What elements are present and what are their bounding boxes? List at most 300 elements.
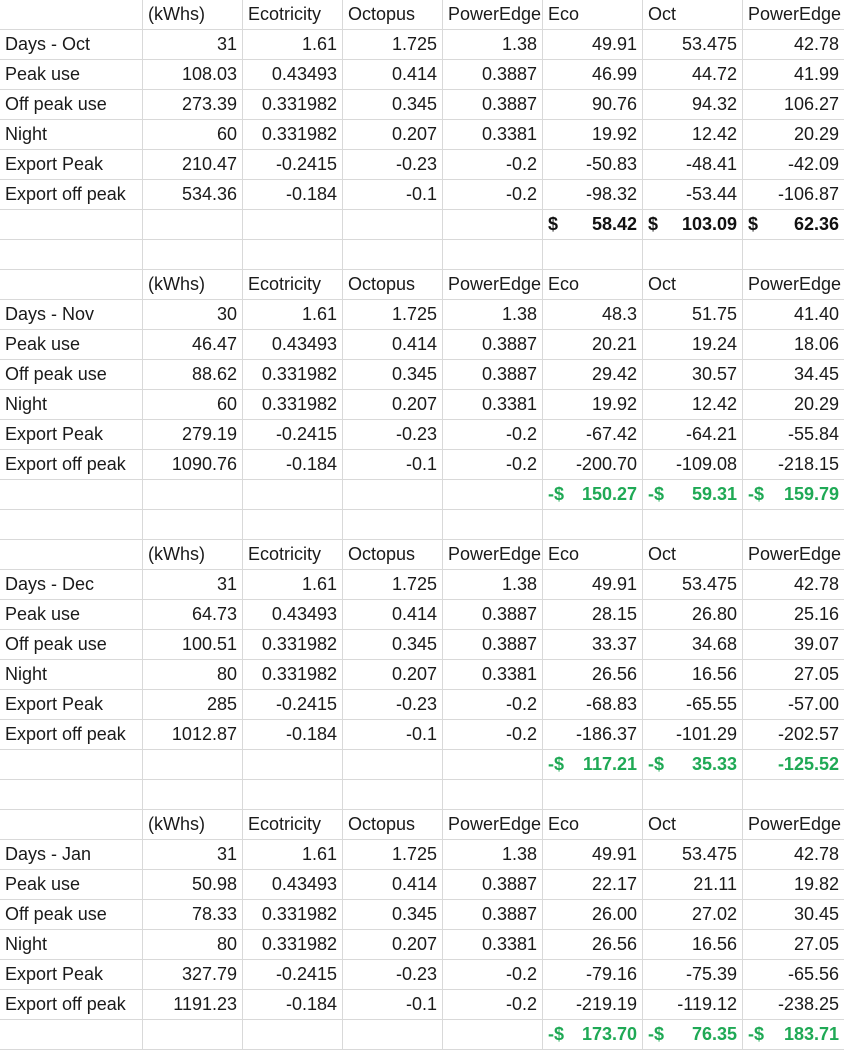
value-cell[interactable]: 0.3887 — [443, 330, 543, 359]
value-cell[interactable]: 94.32 — [643, 90, 743, 119]
value-cell[interactable]: 0.3887 — [443, 630, 543, 659]
value-cell[interactable]: -67.42 — [543, 420, 643, 449]
value-cell[interactable]: -0.1 — [343, 990, 443, 1019]
value-cell[interactable]: 26.00 — [543, 900, 643, 929]
empty-cell[interactable] — [443, 510, 543, 539]
column-header-cell[interactable]: Oct — [643, 810, 743, 839]
value-cell[interactable]: 29.42 — [543, 360, 643, 389]
value-cell[interactable]: 28.15 — [543, 600, 643, 629]
total-pe-cell[interactable] — [743, 480, 844, 509]
column-header-cell[interactable]: (kWhs) — [143, 540, 243, 569]
value-cell[interactable]: 0.43493 — [243, 60, 343, 89]
column-header-cell[interactable]: Octopus — [343, 0, 443, 29]
total-value: 173.70 — [581, 1024, 637, 1044]
value-cell[interactable]: -119.12 — [643, 990, 743, 1019]
value-cell[interactable]: 0.207 — [343, 930, 443, 959]
row-label-cell[interactable]: Export off peak — [0, 450, 143, 479]
value-cell[interactable]: -0.1 — [343, 450, 443, 479]
value-cell[interactable]: -0.23 — [343, 150, 443, 179]
value-cell[interactable]: 1090.76 — [143, 450, 243, 479]
empty-cell[interactable] — [343, 780, 443, 809]
column-header-cell[interactable]: PowerEdge — [443, 810, 543, 839]
value-cell[interactable]: 26.56 — [543, 660, 643, 689]
value-cell[interactable]: -64.21 — [643, 420, 743, 449]
value-cell[interactable]: 0.3887 — [443, 600, 543, 629]
value-cell[interactable]: -0.2 — [443, 180, 543, 209]
row-label-cell[interactable]: Night — [0, 660, 143, 689]
total-value: 76.35 — [691, 1024, 737, 1044]
empty-cell[interactable] — [143, 750, 243, 779]
value-cell[interactable]: -0.1 — [343, 180, 443, 209]
value-cell[interactable]: 34.45 — [793, 364, 839, 384]
row-label-cell[interactable]: Days - Oct — [0, 30, 143, 59]
row-label-cell[interactable]: Export off peak — [0, 720, 143, 749]
value-cell[interactable]: -42.09 — [787, 154, 839, 174]
empty-cell[interactable] — [443, 210, 543, 239]
value-cell[interactable]: 51.75 — [643, 300, 743, 329]
value-cell[interactable]: 33.37 — [543, 630, 643, 659]
empty-cell[interactable] — [0, 1020, 143, 1049]
value-cell[interactable]: 1.38 — [443, 570, 543, 599]
value-cell[interactable]: 1.38 — [443, 840, 543, 869]
row-label-cell[interactable]: Off peak use — [0, 90, 143, 119]
value-cell[interactable]: -0.184 — [243, 720, 343, 749]
value-cell[interactable]: 31 — [143, 30, 243, 59]
value-cell[interactable]: 0.3381 — [443, 660, 543, 689]
value-cell[interactable]: 0.3887 — [443, 90, 543, 119]
value-cell[interactable]: 0.331982 — [243, 360, 343, 389]
empty-cell[interactable] — [643, 510, 743, 539]
value-cell[interactable]: 0.331982 — [243, 90, 343, 119]
block-header-row — [0, 0, 844, 30]
row-label-cell[interactable]: Export Peak — [0, 690, 143, 719]
value-cell[interactable]: -0.23 — [343, 420, 443, 449]
empty-cell[interactable] — [0, 240, 143, 269]
value-cell[interactable]: -218.15 — [777, 454, 839, 474]
currency-sign: -$ — [648, 1024, 665, 1044]
empty-cell[interactable] — [743, 240, 844, 269]
value-cell[interactable]: 90.76 — [543, 90, 643, 119]
total-eco-cell[interactable] — [543, 1020, 643, 1049]
value-cell[interactable]: 0.3381 — [443, 120, 543, 149]
column-header-cell[interactable]: (kWhs) — [143, 810, 243, 839]
value-cell[interactable]: -0.2 — [443, 690, 543, 719]
column-header-cell[interactable]: Oct — [643, 0, 743, 29]
row-label-cell[interactable]: Peak use — [0, 600, 143, 629]
value-cell[interactable]: -0.2 — [443, 720, 543, 749]
empty-cell[interactable] — [143, 240, 243, 269]
total-eco-cell[interactable] — [543, 480, 643, 509]
empty-cell[interactable] — [443, 240, 543, 269]
value-cell[interactable]: 0.43493 — [243, 330, 343, 359]
value-cell[interactable]: 1.725 — [343, 30, 443, 59]
value-cell[interactable]: 46.99 — [543, 60, 643, 89]
empty-cell[interactable] — [243, 480, 343, 509]
table-row — [0, 300, 844, 330]
value-cell[interactable]: -48.41 — [643, 150, 743, 179]
value-cell[interactable]: 60 — [143, 390, 243, 419]
value-cell[interactable]: -79.16 — [543, 960, 643, 989]
value-cell[interactable]: 25.16 — [793, 604, 839, 624]
row-label-cell[interactable]: Night — [0, 930, 143, 959]
value-cell[interactable]: 41.99 — [793, 64, 839, 84]
column-header-cell[interactable]: PowerEdge — [748, 274, 842, 294]
column-header-cell[interactable]: PowerEdge — [443, 540, 543, 569]
column-header-cell[interactable]: Eco — [543, 810, 643, 839]
value-cell[interactable]: 22.17 — [543, 870, 643, 899]
value-cell[interactable]: -65.56 — [787, 964, 839, 984]
value-cell[interactable]: -0.184 — [243, 990, 343, 1019]
column-header-cell[interactable]: Octopus — [343, 540, 443, 569]
value-cell[interactable]: 49.91 — [543, 840, 643, 869]
value-cell[interactable]: 19.92 — [543, 120, 643, 149]
value-cell[interactable]: 53.475 — [643, 570, 743, 599]
value-cell[interactable]: -101.29 — [643, 720, 743, 749]
total-pe-cell[interactable]: -125.52 — [777, 754, 839, 774]
value-cell[interactable]: 34.68 — [643, 630, 743, 659]
row-label-cell[interactable]: Export Peak — [0, 420, 143, 449]
empty-cell[interactable] — [143, 780, 243, 809]
value-cell[interactable]: 49.91 — [543, 570, 643, 599]
table-row — [0, 420, 844, 450]
value-cell[interactable]: -0.2 — [443, 420, 543, 449]
column-header-cell[interactable]: Ecotricity — [243, 540, 343, 569]
value-cell[interactable]: 0.3887 — [443, 900, 543, 929]
value-cell[interactable]: 1.61 — [243, 840, 343, 869]
value-cell[interactable]: -0.2 — [443, 150, 543, 179]
value-cell[interactable]: -0.2 — [443, 990, 543, 1019]
column-header-cell[interactable]: PowerEdge — [443, 270, 543, 299]
value-cell[interactable]: 16.56 — [643, 930, 743, 959]
value-cell[interactable]: 78.33 — [143, 900, 243, 929]
empty-cell[interactable] — [0, 510, 143, 539]
value-cell[interactable]: 1.725 — [343, 840, 443, 869]
value-cell[interactable]: -0.2415 — [243, 150, 343, 179]
row-label-cell[interactable]: Off peak use — [0, 630, 143, 659]
empty-cell[interactable] — [643, 780, 743, 809]
value-cell[interactable]: 30.57 — [643, 360, 743, 389]
value-cell[interactable]: 0.43493 — [243, 600, 343, 629]
empty-cell[interactable] — [443, 750, 543, 779]
value-cell[interactable]: 16.56 — [643, 660, 743, 689]
column-header-cell[interactable] — [0, 270, 143, 299]
column-header-cell[interactable]: PowerEdge — [748, 544, 842, 564]
row-label-cell[interactable]: Export Peak — [0, 150, 143, 179]
empty-cell[interactable] — [743, 510, 844, 539]
row-label-cell[interactable]: Peak use — [0, 60, 143, 89]
value-cell[interactable]: 1.725 — [343, 570, 443, 599]
value-cell[interactable]: -57.00 — [787, 694, 839, 714]
value-cell[interactable]: -68.83 — [543, 690, 643, 719]
value-cell[interactable]: 273.39 — [143, 90, 243, 119]
value-cell[interactable]: 18.06 — [793, 334, 839, 354]
empty-cell[interactable] — [243, 1020, 343, 1049]
value-cell[interactable]: 0.331982 — [243, 900, 343, 929]
table-row — [0, 180, 844, 210]
row-label-cell[interactable]: Peak use — [0, 330, 143, 359]
value-cell[interactable]: -200.70 — [543, 450, 643, 479]
column-header-cell[interactable]: Ecotricity — [243, 270, 343, 299]
value-cell[interactable]: 1.61 — [243, 300, 343, 329]
value-cell[interactable]: 20.29 — [793, 394, 839, 414]
row-label-cell[interactable]: Off peak use — [0, 900, 143, 929]
value-cell[interactable]: 100.51 — [143, 630, 243, 659]
empty-cell[interactable] — [243, 510, 343, 539]
value-cell[interactable]: 12.42 — [643, 390, 743, 419]
column-header-cell[interactable]: Oct — [643, 540, 743, 569]
value-cell[interactable]: 0.3381 — [443, 930, 543, 959]
empty-cell[interactable] — [243, 780, 343, 809]
value-cell[interactable]: 0.345 — [343, 630, 443, 659]
value-cell[interactable]: 0.414 — [343, 330, 443, 359]
total-oct-cell[interactable] — [643, 480, 743, 509]
row-label-cell[interactable]: Night — [0, 390, 143, 419]
column-header-cell[interactable]: Oct — [643, 270, 743, 299]
value-cell[interactable]: 0.3381 — [443, 390, 543, 419]
empty-cell[interactable] — [443, 1020, 543, 1049]
value-cell[interactable]: 48.3 — [543, 300, 643, 329]
value-cell[interactable]: 1.38 — [443, 300, 543, 329]
empty-cell[interactable] — [543, 240, 643, 269]
value-cell[interactable]: -0.23 — [343, 690, 443, 719]
empty-cell[interactable] — [443, 780, 543, 809]
value-cell[interactable]: 31 — [143, 570, 243, 599]
value-cell[interactable]: 0.331982 — [243, 390, 343, 419]
value-cell[interactable]: 1012.87 — [143, 720, 243, 749]
table-row — [0, 600, 844, 630]
value-cell[interactable]: 12.42 — [643, 120, 743, 149]
value-cell[interactable]: 26.80 — [643, 600, 743, 629]
total-oct-cell[interactable] — [643, 1020, 743, 1049]
value-cell[interactable]: 46.47 — [143, 330, 243, 359]
empty-cell[interactable] — [443, 480, 543, 509]
column-header-cell[interactable]: Ecotricity — [243, 0, 343, 29]
value-cell[interactable]: -75.39 — [643, 960, 743, 989]
value-cell[interactable]: -98.32 — [543, 180, 643, 209]
value-cell[interactable]: 1191.23 — [143, 990, 243, 1019]
column-header-cell[interactable]: PowerEdge — [748, 4, 842, 24]
column-header-cell[interactable]: Octopus — [343, 270, 443, 299]
value-cell[interactable]: 534.36 — [143, 180, 243, 209]
value-cell[interactable]: 20.21 — [543, 330, 643, 359]
column-header-cell[interactable]: (kWhs) — [143, 0, 243, 29]
total-oct-cell[interactable] — [643, 210, 743, 239]
row-label-cell[interactable]: Days - Nov — [0, 300, 143, 329]
value-cell[interactable]: 0.414 — [343, 600, 443, 629]
value-cell[interactable]: 49.91 — [543, 30, 643, 59]
value-cell[interactable]: 42.78 — [793, 34, 839, 54]
empty-cell[interactable] — [343, 510, 443, 539]
total-eco-cell[interactable] — [543, 750, 643, 779]
empty-cell[interactable] — [343, 240, 443, 269]
value-cell[interactable]: 42.78 — [793, 574, 839, 594]
value-cell[interactable]: 53.475 — [643, 30, 743, 59]
value-cell[interactable]: 0.207 — [343, 390, 443, 419]
value-cell[interactable]: 0.3887 — [443, 870, 543, 899]
empty-cell[interactable] — [343, 750, 443, 779]
value-cell[interactable]: -0.2 — [443, 450, 543, 479]
value-cell[interactable]: -109.08 — [643, 450, 743, 479]
row-label-cell[interactable]: Export off peak — [0, 990, 143, 1019]
value-cell[interactable]: -0.2415 — [243, 690, 343, 719]
value-cell[interactable]: 88.62 — [143, 360, 243, 389]
value-cell[interactable]: 30.45 — [793, 904, 839, 924]
value-cell[interactable]: -0.23 — [343, 960, 443, 989]
column-header-cell[interactable]: Eco — [543, 270, 643, 299]
value-cell[interactable]: -50.83 — [543, 150, 643, 179]
value-cell[interactable]: -0.184 — [243, 450, 343, 479]
row-label-cell[interactable]: Off peak use — [0, 360, 143, 389]
value-cell[interactable]: 39.07 — [793, 634, 839, 654]
value-cell[interactable]: 27.05 — [793, 664, 839, 684]
value-cell[interactable]: -106.87 — [777, 184, 839, 204]
value-cell[interactable]: 0.345 — [343, 90, 443, 119]
value-cell[interactable]: -0.2415 — [243, 960, 343, 989]
value-cell[interactable]: 0.414 — [343, 60, 443, 89]
value-cell[interactable]: 106.27 — [783, 94, 839, 114]
value-cell[interactable]: -219.19 — [543, 990, 643, 1019]
empty-cell[interactable] — [0, 480, 143, 509]
value-cell[interactable]: 210.47 — [143, 150, 243, 179]
spacer-row — [0, 780, 844, 810]
value-cell[interactable]: -0.2 — [443, 960, 543, 989]
value-cell[interactable]: 64.73 — [143, 600, 243, 629]
value-cell[interactable]: 19.82 — [793, 874, 839, 894]
value-cell[interactable]: 0.207 — [343, 660, 443, 689]
value-cell[interactable]: 327.79 — [143, 960, 243, 989]
value-cell[interactable]: 80 — [143, 660, 243, 689]
value-cell[interactable]: 0.3887 — [443, 360, 543, 389]
empty-cell[interactable] — [243, 750, 343, 779]
value-cell[interactable]: -0.2415 — [243, 420, 343, 449]
table-row — [0, 840, 844, 870]
empty-cell[interactable] — [543, 780, 643, 809]
table-row — [0, 330, 844, 360]
empty-cell[interactable] — [243, 210, 343, 239]
column-header-cell[interactable] — [0, 0, 143, 29]
total-pe-cell[interactable] — [743, 210, 844, 239]
value-cell[interactable]: 27.05 — [793, 934, 839, 954]
value-cell[interactable]: 27.02 — [643, 900, 743, 929]
column-header-cell[interactable]: Eco — [543, 0, 643, 29]
row-label-cell[interactable]: Days - Dec — [0, 570, 143, 599]
column-header-cell[interactable]: Eco — [543, 540, 643, 569]
value-cell[interactable]: 26.56 — [543, 930, 643, 959]
value-cell[interactable]: 41.40 — [793, 304, 839, 324]
totals-row — [0, 750, 844, 780]
empty-cell[interactable] — [143, 480, 243, 509]
column-header-cell[interactable] — [0, 540, 143, 569]
currency-sign: $ — [648, 214, 659, 234]
value-cell[interactable]: 0.3887 — [443, 60, 543, 89]
empty-cell[interactable] — [0, 780, 143, 809]
empty-cell[interactable] — [0, 210, 143, 239]
value-cell[interactable]: -65.55 — [643, 690, 743, 719]
column-header-cell[interactable] — [0, 810, 143, 839]
row-label-cell[interactable]: Days - Jan — [0, 840, 143, 869]
column-header-cell[interactable]: Octopus — [343, 810, 443, 839]
total-eco-cell[interactable] — [543, 210, 643, 239]
value-cell[interactable]: 53.475 — [643, 840, 743, 869]
value-cell[interactable]: 21.11 — [643, 870, 743, 899]
column-header-cell[interactable]: (kWhs) — [143, 270, 243, 299]
value-cell[interactable]: -55.84 — [787, 424, 839, 444]
empty-cell[interactable] — [643, 240, 743, 269]
empty-cell[interactable] — [143, 1020, 243, 1049]
row-label-cell[interactable]: Export Peak — [0, 960, 143, 989]
empty-cell[interactable] — [343, 1020, 443, 1049]
value-cell[interactable]: 0.331982 — [243, 630, 343, 659]
value-cell[interactable]: 50.98 — [143, 870, 243, 899]
value-cell[interactable]: 0.345 — [343, 900, 443, 929]
row-label-cell[interactable]: Export off peak — [0, 180, 143, 209]
value-cell[interactable]: 42.78 — [793, 844, 839, 864]
value-cell[interactable]: -53.44 — [643, 180, 743, 209]
value-cell[interactable]: 31 — [143, 840, 243, 869]
value-cell[interactable]: 30 — [143, 300, 243, 329]
empty-cell[interactable] — [543, 510, 643, 539]
value-cell[interactable]: 0.331982 — [243, 660, 343, 689]
value-cell[interactable]: 0.43493 — [243, 870, 343, 899]
total-oct-cell[interactable] — [643, 750, 743, 779]
currency-sign: -$ — [548, 1024, 565, 1044]
value-cell[interactable]: -0.1 — [343, 720, 443, 749]
table-row — [0, 60, 844, 90]
value-cell[interactable]: 60 — [143, 120, 243, 149]
value-cell[interactable]: 0.345 — [343, 360, 443, 389]
value-cell[interactable]: 19.92 — [543, 390, 643, 419]
value-cell[interactable]: 1.61 — [243, 570, 343, 599]
row-label-cell[interactable]: Peak use — [0, 870, 143, 899]
value-cell[interactable]: -0.184 — [243, 180, 343, 209]
value-cell[interactable]: 19.24 — [643, 330, 743, 359]
empty-cell[interactable] — [143, 210, 243, 239]
value-cell[interactable]: 279.19 — [143, 420, 243, 449]
empty-cell[interactable] — [743, 780, 844, 809]
total-value: 183.71 — [783, 1024, 839, 1044]
empty-cell[interactable] — [143, 510, 243, 539]
value-cell[interactable]: 108.03 — [143, 60, 243, 89]
table-row — [0, 90, 844, 120]
value-cell[interactable]: 80 — [143, 930, 243, 959]
empty-cell[interactable] — [0, 750, 143, 779]
value-cell[interactable]: -186.37 — [543, 720, 643, 749]
value-cell[interactable]: 285 — [143, 690, 243, 719]
row-label-cell[interactable]: Night — [0, 120, 143, 149]
value-cell[interactable]: 1.61 — [243, 30, 343, 59]
value-cell[interactable]: 0.207 — [343, 120, 443, 149]
value-cell[interactable]: 44.72 — [643, 60, 743, 89]
value-cell[interactable]: 0.414 — [343, 870, 443, 899]
value-cell[interactable]: -202.57 — [777, 724, 839, 744]
value-cell[interactable]: 0.331982 — [243, 930, 343, 959]
value-cell[interactable]: 1.725 — [343, 300, 443, 329]
spacer-row — [0, 510, 844, 540]
value-cell[interactable]: -238.25 — [777, 994, 839, 1014]
value-cell[interactable]: 20.29 — [793, 124, 839, 144]
value-cell[interactable]: 0.331982 — [243, 120, 343, 149]
empty-cell[interactable] — [343, 480, 443, 509]
column-header-cell[interactable]: Ecotricity — [243, 810, 343, 839]
table-row — [0, 690, 844, 720]
total-pe-cell[interactable] — [743, 1020, 844, 1049]
empty-cell[interactable] — [343, 210, 443, 239]
column-header-cell[interactable]: PowerEdge — [748, 814, 842, 834]
value-cell[interactable]: 1.38 — [443, 30, 543, 59]
column-header-cell[interactable]: PowerEdge — [443, 0, 543, 29]
table-row — [0, 900, 844, 930]
empty-cell[interactable] — [243, 240, 343, 269]
